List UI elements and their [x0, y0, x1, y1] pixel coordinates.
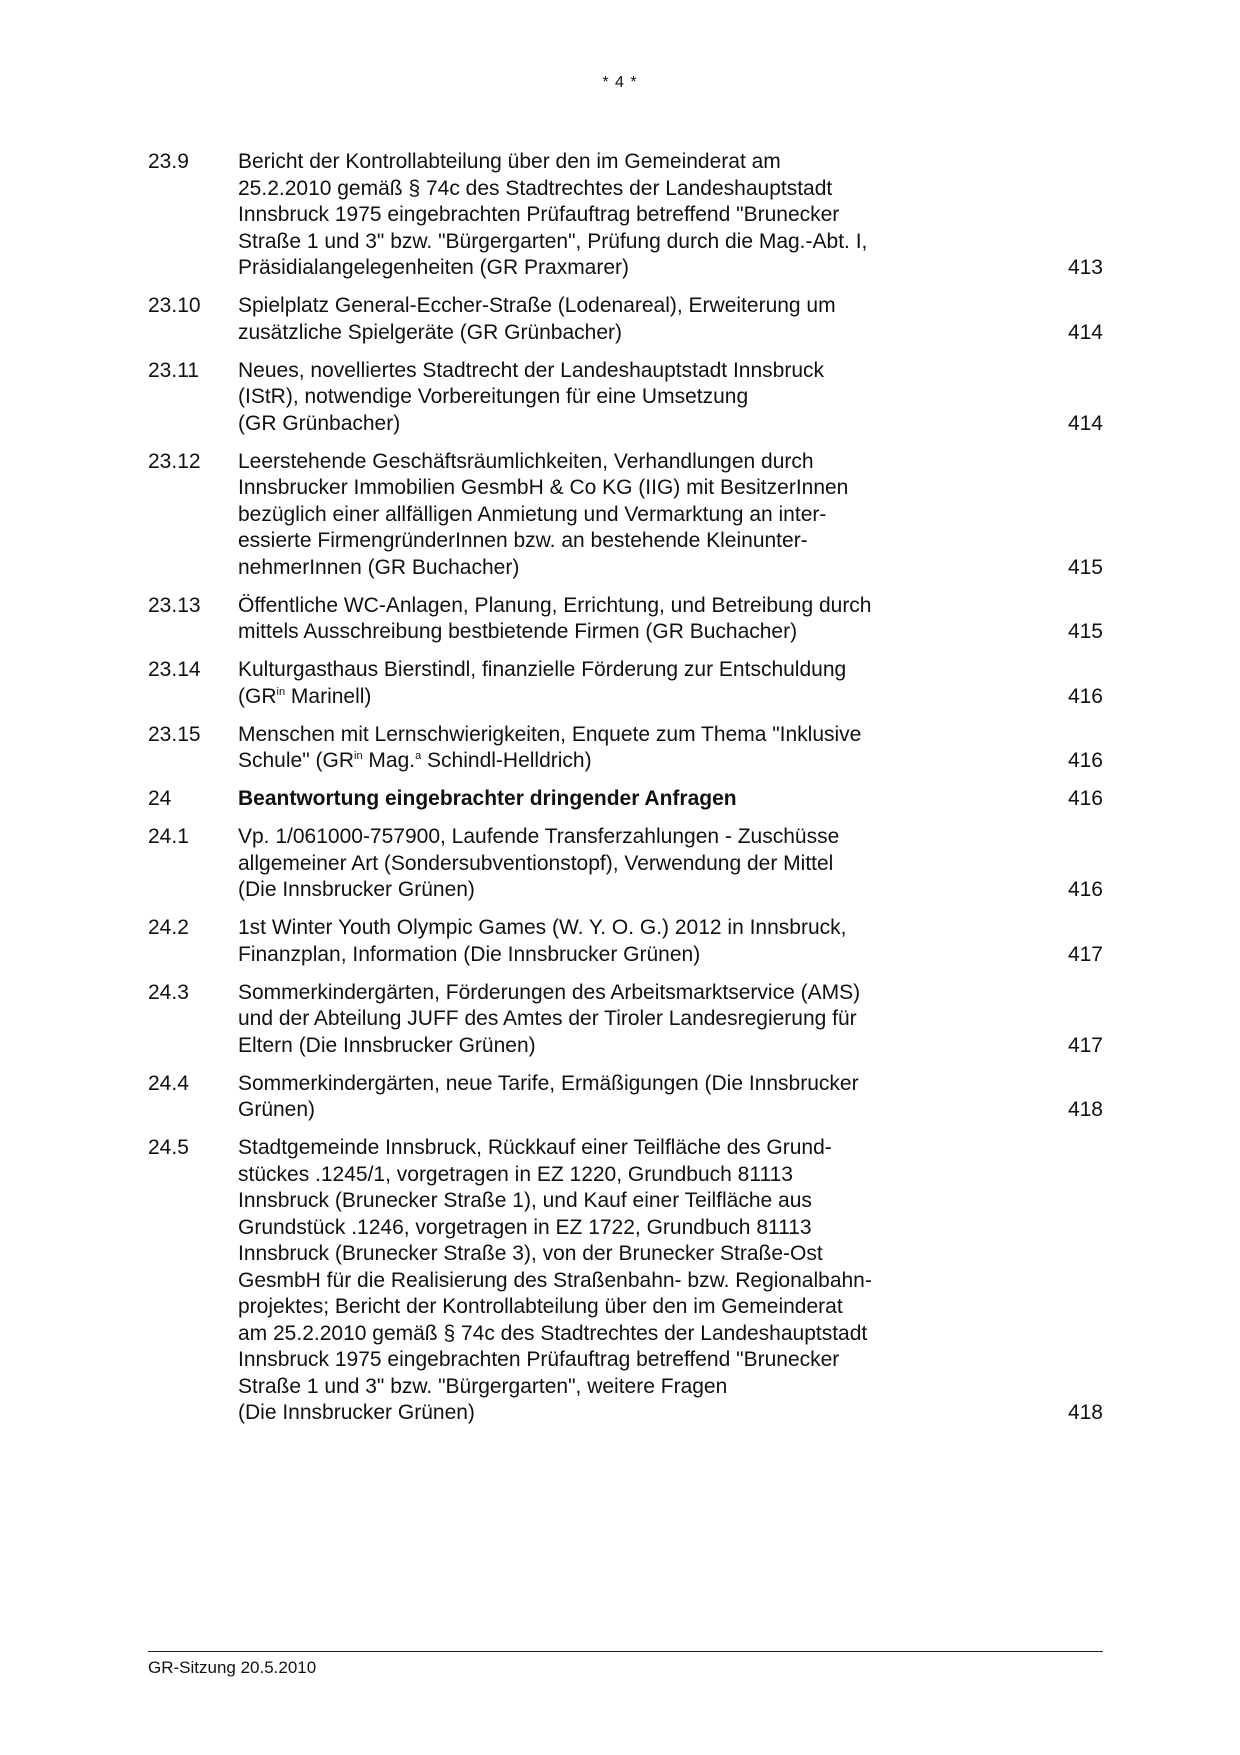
footer-text: GR-Sitzung 20.5.2010 — [148, 1658, 317, 1677]
toc-entry-number: 24.1 — [148, 825, 189, 848]
toc-entry-page: 415 — [1067, 555, 1103, 579]
superscript: in — [276, 685, 286, 698]
toc-entry — [148, 1071, 1103, 1124]
toc-entry — [148, 449, 1103, 582]
superscript: a — [415, 750, 422, 762]
title-segment: Stadtgemeinde Innsbruck, Rückkauf einer Teilfläche des Grund- stückes .1245/1, vorgetragen in EZ 1220, Grundbuch 81113 Innsbruck (Brunecker Straße 1), und Kauf einer Teilfläche aus Grundstück .1246, vorgetragen in EZ 1722, Grundbuch 81113 Innsbruck (Brunecker Straße 3), von der Brunecker Straße-Ost GesmbH für die Realisierung des Straßenbahn- bzw. Regionalbahn- projektes; Bericht der Kontrollabteilung über den im Gemeinderat am 25.2.2010 gemäß § 74c des Stadtrechtes der Landeshauptstadt Innsbruck 1975 eingebrachten Prüfauftrag betreffend "Brunecker Straße 1 und 3" bzw. "Bürgergarten", weitere Fragen (Die Innsbrucker Grünen) — [238, 1136, 872, 1424]
title-segment: Beantwortung eingebrachter dringender Anfragen — [238, 787, 737, 810]
toc-entry — [148, 593, 1103, 646]
title-segment: Menschen mit Lernschwierigkeiten, Enquete zum Thema "Inklusive Schule" (GR — [238, 722, 862, 772]
toc-entry-page: 417 — [1067, 942, 1103, 966]
footer-divider — [148, 1651, 1103, 1652]
toc-entry — [148, 722, 1103, 775]
title-segment: Sommerkindergärten, Förderungen des Arbeitsmarktservice (AMS) und der Abteilung JUFF des Amtes der Tiroler Landesregierung für Eltern (Die Innsbrucker Grünen) — [238, 980, 861, 1057]
title-segment: Mag. — [362, 749, 416, 772]
toc-entry — [148, 824, 1103, 904]
title-segment: Neues, novelliertes Stadtrecht der Landeshauptstadt Innsbruck (IStR), notwendige Vorbereitungen für eine Umsetzung (GR Grünbacher) — [238, 358, 825, 435]
page-number: * 4 * — [602, 74, 638, 91]
toc-entry — [148, 980, 1103, 1060]
toc-entry-title — [238, 786, 983, 813]
toc-entry-title — [238, 980, 983, 1060]
toc-entry-title — [238, 449, 983, 582]
toc-entry-number: 24.4 — [148, 1071, 189, 1095]
toc-entry-number: 23.12 — [148, 449, 201, 473]
toc-entry-page: 414 — [1067, 320, 1103, 344]
toc-entry-number: 23.10 — [148, 294, 201, 317]
toc-entry-title — [238, 657, 983, 710]
toc-entry-page: 416 — [1067, 684, 1103, 708]
toc-entry-number: 24.2 — [148, 916, 189, 939]
toc-entry-title — [238, 358, 983, 438]
toc-entry-page: 418 — [1067, 1098, 1103, 1121]
title-segment: Schindl-Helldrich) — [421, 749, 592, 772]
toc-entry — [148, 915, 1103, 968]
toc-entry-page: 416 — [1067, 878, 1103, 901]
toc-entry-title — [238, 1071, 983, 1124]
superscript: in — [354, 750, 363, 762]
toc-entry-page: 414 — [1067, 411, 1103, 435]
toc-entry-number: 23.9 — [148, 150, 189, 173]
toc-entry-title — [238, 593, 983, 646]
toc-entry — [148, 149, 1103, 282]
toc-entry-title — [238, 824, 983, 904]
title-segment: Sommerkindergärten, neue Tarife, Ermäßigungen (Die Innsbrucker Grünen) — [238, 1071, 859, 1121]
title-segment: Kulturgasthaus Bierstindl, finanzielle Förderung zur Entschuldung (GR — [238, 658, 847, 708]
toc-entry — [148, 293, 1103, 346]
toc-entry — [148, 657, 1103, 710]
toc-entry — [148, 358, 1103, 438]
toc-entry-page: 417 — [1067, 1033, 1103, 1057]
title-segment: Spielplatz General-Eccher-Straße (Lodenareal), Erweiterung um zusätzliche Spielgeräte (GR Grünbacher) — [238, 294, 836, 344]
toc-entry-title — [238, 1135, 983, 1427]
toc-entry-page: 416 — [1067, 749, 1103, 772]
table-of-contents — [148, 149, 1103, 1438]
toc-entry-number: 23.15 — [148, 722, 201, 746]
toc-entry — [148, 786, 1103, 813]
toc-entry-number: 24.5 — [148, 1136, 189, 1159]
toc-entry-page: 416 — [1067, 787, 1103, 810]
toc-entry-page: 418 — [1067, 1401, 1103, 1424]
toc-entry-page: 415 — [1067, 620, 1103, 643]
toc-entry-number: 23.14 — [148, 658, 201, 681]
toc-entry-title — [238, 149, 983, 282]
toc-entry-number: 24.3 — [148, 980, 189, 1004]
toc-entry-title — [238, 915, 983, 968]
title-segment: Leerstehende Geschäftsräumlichkeiten, Verhandlungen durch Innsbrucker Immobilien GesmbH & Co KG (IIG) mit BesitzerInnen bezüglich einer allfälligen Anmietung und Vermarktung an inter- essierte FirmengründerInnen bzw. an bestehende Kleinunter- nehmerInnen (GR Buchacher) — [238, 449, 849, 579]
toc-entry-number: 24 — [148, 787, 172, 810]
title-segment: Marinell) — [285, 684, 372, 708]
toc-entry-number: 23.11 — [148, 358, 199, 382]
toc-entry-page: 413 — [1067, 256, 1103, 279]
toc-entry-title — [238, 722, 983, 775]
title-segment: Öffentliche WC-Anlagen, Planung, Errichtung, und Betreibung durch mittels Ausschreibung bestbietende Firmen (GR Buchacher) — [238, 593, 872, 643]
title-segment: Vp. 1/061000-757900, Laufende Transferzahlungen - Zuschüsse allgemeiner Art (Sondersubventionstopf), Verwendung der Mittel (Die Innsbrucker Grünen) — [238, 825, 840, 901]
toc-entry — [148, 1135, 1103, 1427]
toc-entry-title — [238, 293, 983, 346]
title-segment: 1st Winter Youth Olympic Games (W. Y. O. G.) 2012 in Innsbruck, Finanzplan, Information (Die Innsbrucker Grünen) — [238, 916, 847, 966]
title-segment: Bericht der Kontrollabteilung über den im Gemeinderat am 25.2.2010 gemäß § 74c des Stadtrechtes der Landeshauptstadt Innsbruck 1975 eingebrachten Prüfauftrag betreffend "Brunecker Straße 1 und 3" bzw. "Bürgergarten", Prüfung durch die Mag.-Abt. I, Präsidialangelegenheiten (GR Praxmarer) — [238, 150, 868, 279]
toc-entry-number: 23.13 — [148, 593, 201, 617]
